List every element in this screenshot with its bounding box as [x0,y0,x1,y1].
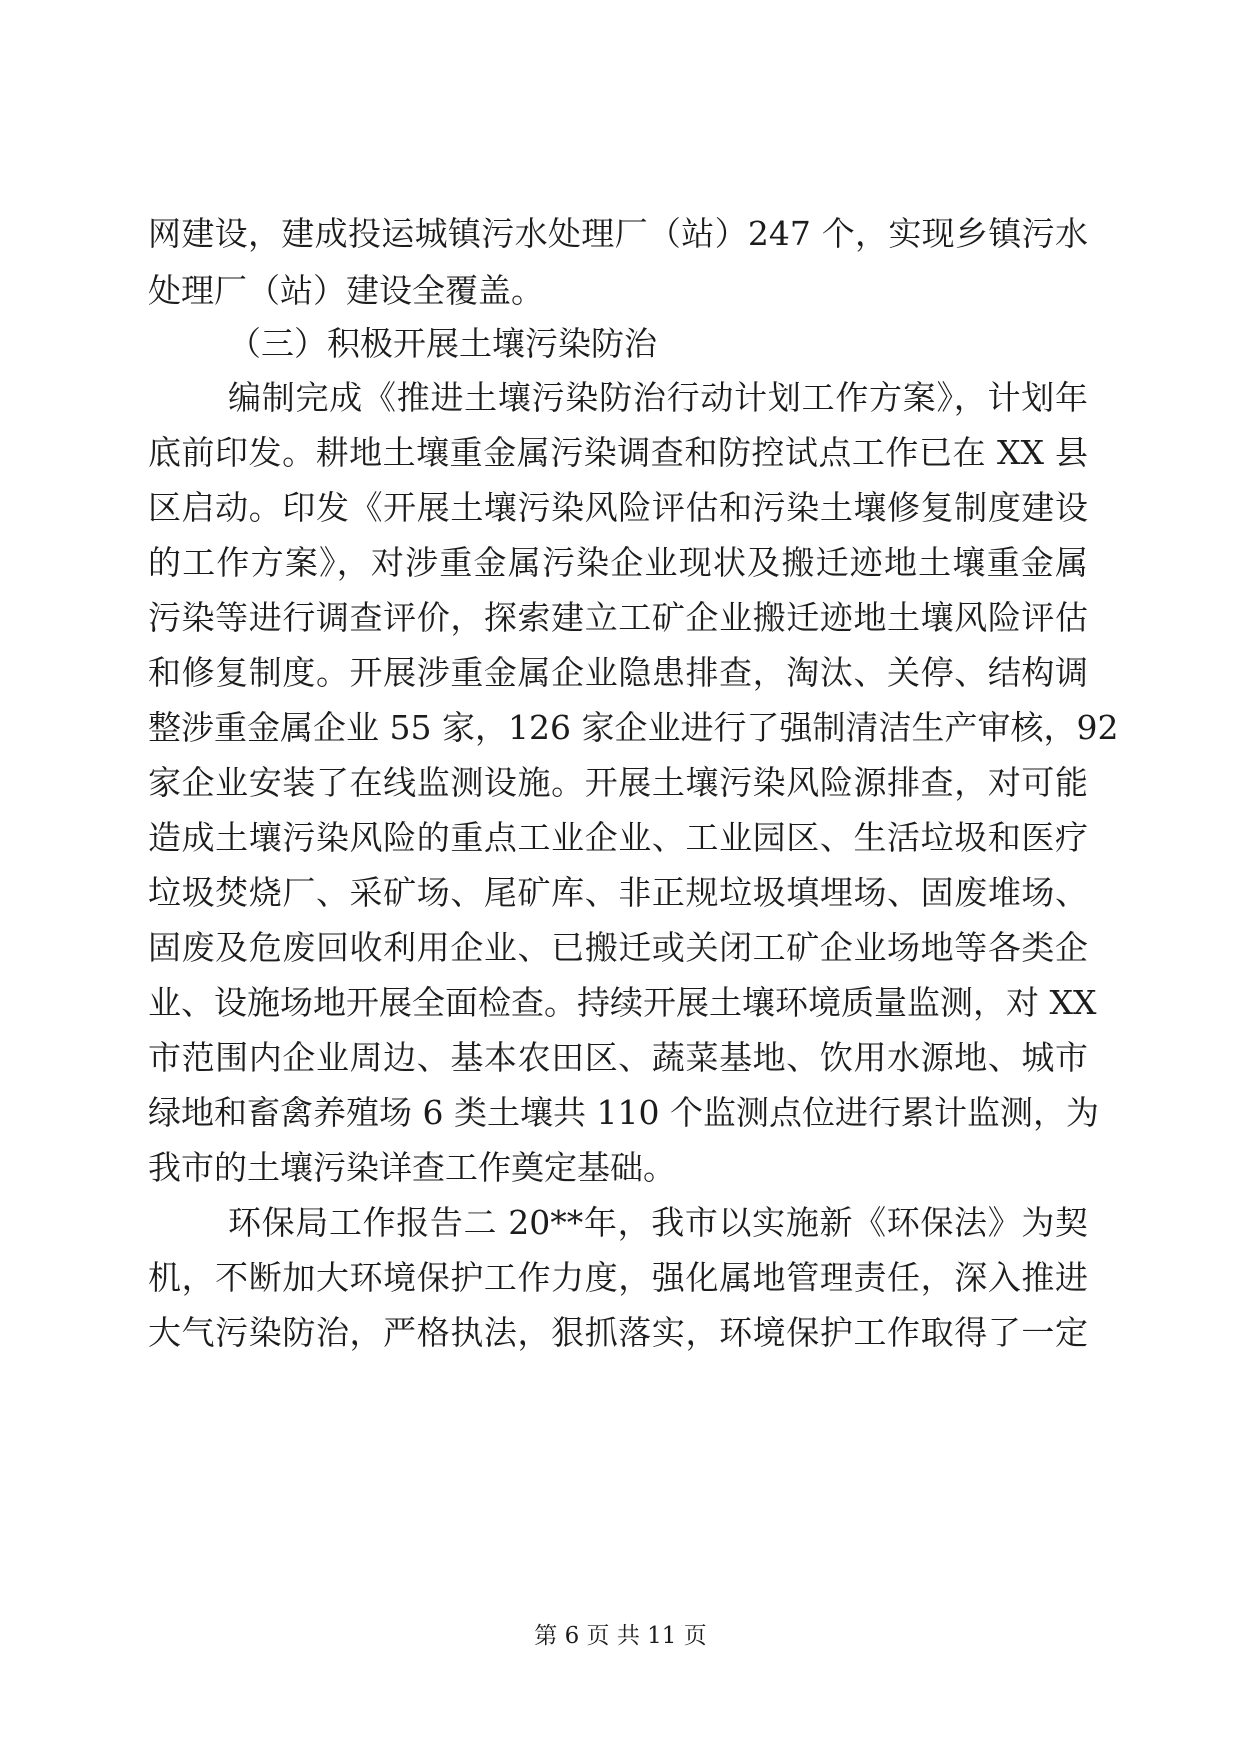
page-number-footer: 第 6 页 共 11 页 [534,1623,707,1649]
body-text-line: 造成土壤污染风险的重点工业企业、工业园区、生活垃圾和医疗 [148,818,1088,857]
body-text-line: 网建设，建成投运城镇污水处理厂（站）247 个，实现乡镇污水 [148,214,1088,253]
body-text-line: 的工作方案》，对涉重金属污染企业现状及搬迁迹地土壤重金属 [148,543,1088,582]
body-text-line: 底前印发。耕地土壤重金属污染调查和防控试点工作已在 XX 县 [148,433,1088,472]
section-heading: （三）积极开展土壤污染防治 [228,324,657,363]
body-text-line: 机，不断加大环境保护工作力度，强化属地管理责任，深入推进 [148,1258,1088,1297]
body-text-line: 固废及危废回收利用企业、已搬迁或关闭工矿企业场地等各类企 [148,928,1088,967]
body-text-line: 编制完成《推进土壤污染防治行动计划工作方案》，计划年 [228,378,1088,417]
body-text-line: 污染等进行调查评价，探索建立工矿企业搬迁迹地土壤风险评估 [148,598,1088,637]
body-text-line: 区启动。印发《开展土壤污染风险评估和污染土壤修复制度建设 [148,488,1088,527]
body-text-line: 整涉重金属企业 55 家，126 家企业进行了强制清洁生产审核，92 [148,708,1119,747]
body-text-line: 家企业安装了在线监测设施。开展土壤污染风险源排查，对可能 [148,763,1088,802]
body-text-line: 大气污染防治，严格执法，狠抓落实，环境保护工作取得了一定 [148,1313,1088,1352]
body-text-line: 我市的土壤污染详查工作奠定基础。 [148,1148,676,1187]
body-text-line: 处理厂（站）建设全覆盖。 [148,271,544,310]
body-text-line: 市范围内企业周边、基本农田区、蔬菜基地、饮用水源地、城市 [148,1038,1088,1077]
body-text-line: 垃圾焚烧厂、采矿场、尾矿库、非正规垃圾填埋场、固废堆场、 [148,873,1088,912]
body-text-line: 绿地和畜禽养殖场 6 类土壤共 110 个监测点位进行累计监测，为 [148,1093,1099,1132]
body-text-line: 环保局工作报告二 20**年，我市以实施新《环保法》为契 [228,1203,1088,1242]
body-text-line: 业、设施场地开展全面检查。持续开展土壤环境质量监测，对 XX [148,983,1097,1022]
body-text-line: 和修复制度。开展涉重金属企业隐患排查，淘汰、关停、结构调 [148,653,1088,692]
